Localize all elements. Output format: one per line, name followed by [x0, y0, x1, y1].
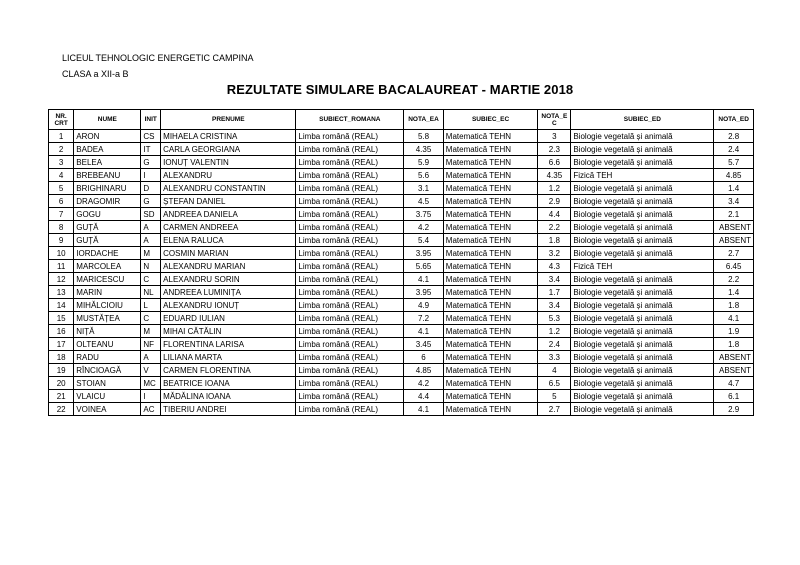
cell-subiec-ed: Biologie vegetală și animală [571, 390, 714, 403]
cell-nume: VLAICU [74, 390, 141, 403]
cell-nr: 13 [49, 286, 74, 299]
cell-subiect-romana: Limba română (REAL) [296, 247, 404, 260]
cell-subiec-ec: Matematică TEHN [443, 130, 538, 143]
cell-init: L [141, 299, 161, 312]
cell-nume: MARICESCU [74, 273, 141, 286]
cell-nume: MARCOLEA [74, 260, 141, 273]
cell-subiec-ed: Biologie vegetală și animală [571, 286, 714, 299]
cell-init: MC [141, 377, 161, 390]
cell-nota-ec: 4.4 [538, 208, 571, 221]
cell-subiect-romana: Limba română (REAL) [296, 286, 404, 299]
table-row [49, 221, 754, 234]
table-row [49, 403, 754, 416]
cell-nota-ea: 5.6 [404, 169, 444, 182]
cell-subiec-ed: Fizică TEH [571, 169, 714, 182]
cell-subiec-ec: Matematică TEHN [443, 325, 538, 338]
cell-nota-ed: 5.7 [714, 156, 754, 169]
cell-init: CS [141, 130, 161, 143]
table-row [49, 143, 754, 156]
cell-prenume: ALEXANDRU SORIN [161, 273, 296, 286]
cell-nume: MARIN [74, 286, 141, 299]
cell-subiec-ed: Biologie vegetală și animală [571, 247, 714, 260]
cell-nota-ec: 3 [538, 130, 571, 143]
cell-prenume: TIBERIU ANDREI [161, 403, 296, 416]
cell-nota-ed: 4.85 [714, 169, 754, 182]
cell-prenume: ELENA RALUCA [161, 234, 296, 247]
table-row [49, 208, 754, 221]
cell-prenume: FLORENTINA LARISA [161, 338, 296, 351]
cell-subiec-ed: Biologie vegetală și animală [571, 221, 714, 234]
cell-prenume: ALEXANDRU CONSTANTIN [161, 182, 296, 195]
cell-nota-ea: 5.4 [404, 234, 444, 247]
cell-nota-ea: 4.35 [404, 143, 444, 156]
cell-nota-ed: ABSENT [714, 234, 754, 247]
cell-nr: 8 [49, 221, 74, 234]
cell-prenume: LILIANA MARTA [161, 351, 296, 364]
cell-subiec-ed: Biologie vegetală și animală [571, 234, 714, 247]
cell-nota-ec: 2.4 [538, 338, 571, 351]
cell-subiec-ed: Biologie vegetală și animală [571, 130, 714, 143]
cell-nota-ea: 3.45 [404, 338, 444, 351]
cell-init: G [141, 156, 161, 169]
cell-nume: GUȚĂ [74, 221, 141, 234]
cell-nota-ed: 2.1 [714, 208, 754, 221]
cell-subiec-ec: Matematică TEHN [443, 156, 538, 169]
cell-nota-ec: 1.2 [538, 182, 571, 195]
school-name: LICEUL TEHNOLOGIC ENERGETIC CAMPINA [62, 53, 254, 63]
cell-nota-ed: 1.9 [714, 325, 754, 338]
cell-subiec-ed: Biologie vegetală și animală [571, 156, 714, 169]
cell-nr: 2 [49, 143, 74, 156]
cell-subiect-romana: Limba română (REAL) [296, 143, 404, 156]
cell-subiec-ec: Matematică TEHN [443, 208, 538, 221]
cell-subiec-ec: Matematică TEHN [443, 234, 538, 247]
col-header-prenume: PRENUME [161, 110, 296, 130]
cell-nota-ea: 4.9 [404, 299, 444, 312]
cell-init: AC [141, 403, 161, 416]
header-row [49, 110, 754, 130]
cell-nume: ARON [74, 130, 141, 143]
cell-subiec-ec: Matematică TEHN [443, 286, 538, 299]
table-row [49, 273, 754, 286]
cell-subiec-ec: Matematică TEHN [443, 338, 538, 351]
cell-nume: GOGU [74, 208, 141, 221]
cell-nota-ec: 1.8 [538, 234, 571, 247]
cell-nota-ec: 5.3 [538, 312, 571, 325]
col-header-subiect-romana: SUBIECT_ROMANA [296, 110, 404, 130]
cell-subiect-romana: Limba română (REAL) [296, 221, 404, 234]
cell-subiec-ed: Biologie vegetală și animală [571, 208, 714, 221]
cell-subiec-ec: Matematică TEHN [443, 299, 538, 312]
cell-init: N [141, 260, 161, 273]
col-header-nota-ed: NOTA_ED [714, 110, 754, 130]
cell-subiec-ed: Biologie vegetală și animală [571, 182, 714, 195]
cell-prenume: ANDREEA DANIELA [161, 208, 296, 221]
table-row [49, 351, 754, 364]
table-row [49, 377, 754, 390]
cell-nota-ed: 2.9 [714, 403, 754, 416]
cell-nume: GUȚĂ [74, 234, 141, 247]
cell-init: SD [141, 208, 161, 221]
cell-subiec-ed: Biologie vegetală și animală [571, 299, 714, 312]
table-row [49, 182, 754, 195]
cell-subiec-ed: Biologie vegetală și animală [571, 143, 714, 156]
cell-nume: MIHĂLCIOIU [74, 299, 141, 312]
cell-init: M [141, 325, 161, 338]
cell-subiect-romana: Limba română (REAL) [296, 312, 404, 325]
cell-subiect-romana: Limba română (REAL) [296, 364, 404, 377]
cell-nr: 6 [49, 195, 74, 208]
results-table [48, 109, 754, 416]
cell-prenume: CARMEN ANDREEA [161, 221, 296, 234]
cell-subiect-romana: Limba română (REAL) [296, 195, 404, 208]
cell-nr: 4 [49, 169, 74, 182]
cell-nota-ed: 4.7 [714, 377, 754, 390]
table-row [49, 156, 754, 169]
cell-subiec-ec: Matematică TEHN [443, 273, 538, 286]
cell-nume: OLTEANU [74, 338, 141, 351]
cell-subiect-romana: Limba română (REAL) [296, 130, 404, 143]
cell-nota-ec: 4.35 [538, 169, 571, 182]
cell-nota-ec: 4 [538, 364, 571, 377]
table-row [49, 169, 754, 182]
cell-nota-ed: ABSENT [714, 364, 754, 377]
cell-subiec-ed: Biologie vegetală și animală [571, 403, 714, 416]
cell-nota-ea: 4.1 [404, 273, 444, 286]
cell-nume: NIȚĂ [74, 325, 141, 338]
cell-nota-ea: 4.2 [404, 221, 444, 234]
cell-subiec-ec: Matematică TEHN [443, 351, 538, 364]
cell-nota-ed: ABSENT [714, 221, 754, 234]
cell-prenume: MIHAI CĂTĂLIN [161, 325, 296, 338]
cell-subiect-romana: Limba română (REAL) [296, 234, 404, 247]
cell-prenume: EDUARD IULIAN [161, 312, 296, 325]
cell-nr: 3 [49, 156, 74, 169]
cell-init: IT [141, 143, 161, 156]
table-row [49, 325, 754, 338]
cell-prenume: IONUȚ VALENTIN [161, 156, 296, 169]
cell-nr: 1 [49, 130, 74, 143]
cell-subiec-ed: Biologie vegetală și animală [571, 273, 714, 286]
cell-nota-ea: 4.2 [404, 377, 444, 390]
cell-nr: 12 [49, 273, 74, 286]
cell-nota-ea: 3.1 [404, 182, 444, 195]
cell-init: C [141, 312, 161, 325]
cell-nota-ed: 1.4 [714, 182, 754, 195]
cell-nr: 11 [49, 260, 74, 273]
cell-nume: RÎNCIOAGĂ [74, 364, 141, 377]
cell-nota-ec: 3.4 [538, 299, 571, 312]
col-header-init: INIT [141, 110, 161, 130]
cell-prenume: ALEXANDRU IONUȚ [161, 299, 296, 312]
cell-nota-ea: 3.95 [404, 286, 444, 299]
cell-nota-ea: 4.85 [404, 364, 444, 377]
col-header-nota-ec: NOTA_E C [538, 110, 571, 130]
table-row [49, 130, 754, 143]
cell-nota-ed: 4.1 [714, 312, 754, 325]
cell-nr: 18 [49, 351, 74, 364]
table-row [49, 338, 754, 351]
cell-nota-ea: 5.65 [404, 260, 444, 273]
cell-nota-ec: 2.9 [538, 195, 571, 208]
cell-subiec-ed: Biologie vegetală și animală [571, 195, 714, 208]
cell-subiec-ec: Matematică TEHN [443, 247, 538, 260]
cell-prenume: ALEXANDRU MARIAN [161, 260, 296, 273]
cell-nr: 7 [49, 208, 74, 221]
cell-subiect-romana: Limba română (REAL) [296, 260, 404, 273]
cell-nota-ea: 3.95 [404, 247, 444, 260]
cell-prenume: ANDREEA LUMINIȚA [161, 286, 296, 299]
cell-nr: 5 [49, 182, 74, 195]
cell-init: I [141, 169, 161, 182]
cell-subiec-ed: Biologie vegetală și animală [571, 377, 714, 390]
table-row [49, 390, 754, 403]
cell-init: G [141, 195, 161, 208]
col-header-nota-ea: NOTA_EA [404, 110, 444, 130]
cell-subiect-romana: Limba română (REAL) [296, 403, 404, 416]
cell-nota-ed: 2.8 [714, 130, 754, 143]
cell-subiec-ec: Matematică TEHN [443, 221, 538, 234]
cell-nota-ec: 6.5 [538, 377, 571, 390]
col-header-nr: NR. CRT [49, 110, 74, 130]
cell-nume: DRAGOMIR [74, 195, 141, 208]
cell-subiec-ec: Matematică TEHN [443, 143, 538, 156]
table-row [49, 234, 754, 247]
cell-init: NF [141, 338, 161, 351]
cell-nr: 10 [49, 247, 74, 260]
cell-nume: BRIGHINARU [74, 182, 141, 195]
col-header-nume: NUME [74, 110, 141, 130]
cell-nota-ed: 6.45 [714, 260, 754, 273]
cell-subiect-romana: Limba română (REAL) [296, 208, 404, 221]
cell-subiec-ec: Matematică TEHN [443, 260, 538, 273]
cell-nota-ed: 2.7 [714, 247, 754, 260]
cell-subiec-ed: Biologie vegetală și animală [571, 338, 714, 351]
cell-subiec-ec: Matematică TEHN [443, 377, 538, 390]
cell-nota-ea: 4.1 [404, 403, 444, 416]
cell-prenume: MIHAELA CRISTINA [161, 130, 296, 143]
cell-nota-ec: 4.3 [538, 260, 571, 273]
cell-nota-ed: 6.1 [714, 390, 754, 403]
cell-nume: MUSTĂȚEA [74, 312, 141, 325]
cell-nota-ea: 6 [404, 351, 444, 364]
cell-nota-ea: 4.5 [404, 195, 444, 208]
cell-nota-ed: 2.2 [714, 273, 754, 286]
cell-nota-ec: 2.7 [538, 403, 571, 416]
cell-init: NL [141, 286, 161, 299]
cell-nota-ed: 1.8 [714, 338, 754, 351]
cell-prenume: MĂDĂLINA IOANA [161, 390, 296, 403]
cell-prenume: ALEXANDRU [161, 169, 296, 182]
cell-subiect-romana: Limba română (REAL) [296, 377, 404, 390]
cell-nota-ec: 1.7 [538, 286, 571, 299]
cell-prenume: COSMIN MARIAN [161, 247, 296, 260]
cell-subiect-romana: Limba română (REAL) [296, 351, 404, 364]
cell-subiect-romana: Limba română (REAL) [296, 390, 404, 403]
table-row [49, 299, 754, 312]
cell-nota-ec: 5 [538, 390, 571, 403]
cell-nota-ec: 3.4 [538, 273, 571, 286]
cell-nota-ea: 3.75 [404, 208, 444, 221]
cell-nota-ea: 4.4 [404, 390, 444, 403]
cell-nume: BELEA [74, 156, 141, 169]
cell-nota-ea: 5.8 [404, 130, 444, 143]
cell-nr: 14 [49, 299, 74, 312]
cell-nume: VOINEA [74, 403, 141, 416]
cell-subiec-ec: Matematică TEHN [443, 182, 538, 195]
cell-nota-ec: 3.3 [538, 351, 571, 364]
cell-nota-ec: 2.2 [538, 221, 571, 234]
cell-nr: 22 [49, 403, 74, 416]
cell-subiec-ec: Matematică TEHN [443, 195, 538, 208]
cell-nota-ed: ABSENT [714, 351, 754, 364]
cell-subiec-ec: Matematică TEHN [443, 403, 538, 416]
cell-nota-ed: 3.4 [714, 195, 754, 208]
cell-nota-ea: 7.2 [404, 312, 444, 325]
table-row [49, 195, 754, 208]
cell-nota-ed: 1.8 [714, 299, 754, 312]
cell-prenume: ȘTEFAN DANIEL [161, 195, 296, 208]
table-row [49, 312, 754, 325]
cell-init: D [141, 182, 161, 195]
cell-prenume: CARMEN FLORENTINA [161, 364, 296, 377]
cell-subiect-romana: Limba română (REAL) [296, 273, 404, 286]
document-title: REZULTATE SIMULARE BACALAUREAT - MARTIE 2018 [226, 82, 574, 97]
cell-nota-ec: 2.3 [538, 143, 571, 156]
cell-init: M [141, 247, 161, 260]
cell-subiec-ed: Biologie vegetală și animală [571, 351, 714, 364]
cell-nume: IORDACHE [74, 247, 141, 260]
class-name: CLASA a XII-a B [62, 69, 129, 79]
cell-subiec-ed: Biologie vegetală și animală [571, 325, 714, 338]
cell-nota-ed: 2.4 [714, 143, 754, 156]
cell-subiect-romana: Limba română (REAL) [296, 169, 404, 182]
cell-nr: 9 [49, 234, 74, 247]
table-row [49, 260, 754, 273]
cell-init: A [141, 351, 161, 364]
cell-subiect-romana: Limba română (REAL) [296, 338, 404, 351]
cell-nr: 15 [49, 312, 74, 325]
cell-subiect-romana: Limba română (REAL) [296, 299, 404, 312]
cell-subiect-romana: Limba română (REAL) [296, 182, 404, 195]
cell-nume: BADEA [74, 143, 141, 156]
cell-nume: STOIAN [74, 377, 141, 390]
cell-nota-ec: 3.2 [538, 247, 571, 260]
cell-prenume: CARLA GEORGIANA [161, 143, 296, 156]
cell-subiec-ed: Biologie vegetală și animală [571, 312, 714, 325]
cell-nota-ed: 1.4 [714, 286, 754, 299]
cell-nume: BREBEANU [74, 169, 141, 182]
cell-nr: 20 [49, 377, 74, 390]
cell-nr: 21 [49, 390, 74, 403]
cell-nr: 16 [49, 325, 74, 338]
col-header-subiec-ed: SUBIEC_ED [571, 110, 714, 130]
cell-nr: 17 [49, 338, 74, 351]
cell-subiec-ec: Matematică TEHN [443, 169, 538, 182]
cell-subiec-ed: Fizică TEH [571, 260, 714, 273]
cell-subiec-ec: Matematică TEHN [443, 390, 538, 403]
table-row [49, 247, 754, 260]
table-row [49, 364, 754, 377]
cell-nota-ec: 1.2 [538, 325, 571, 338]
cell-nota-ec: 6.6 [538, 156, 571, 169]
cell-subiec-ed: Biologie vegetală și animală [571, 364, 714, 377]
cell-nota-ea: 5.9 [404, 156, 444, 169]
cell-subiec-ec: Matematică TEHN [443, 312, 538, 325]
cell-prenume: BEATRICE IOANA [161, 377, 296, 390]
cell-subiect-romana: Limba română (REAL) [296, 325, 404, 338]
col-header-subiec-ec: SUBIEC_EC [443, 110, 538, 130]
cell-init: C [141, 273, 161, 286]
cell-init: A [141, 234, 161, 247]
cell-init: A [141, 221, 161, 234]
cell-subiect-romana: Limba română (REAL) [296, 156, 404, 169]
cell-nota-ea: 4.1 [404, 325, 444, 338]
cell-nume: RADU [74, 351, 141, 364]
cell-subiec-ec: Matematică TEHN [443, 364, 538, 377]
cell-init: V [141, 364, 161, 377]
table-row [49, 286, 754, 299]
cell-nr: 19 [49, 364, 74, 377]
cell-init: I [141, 390, 161, 403]
